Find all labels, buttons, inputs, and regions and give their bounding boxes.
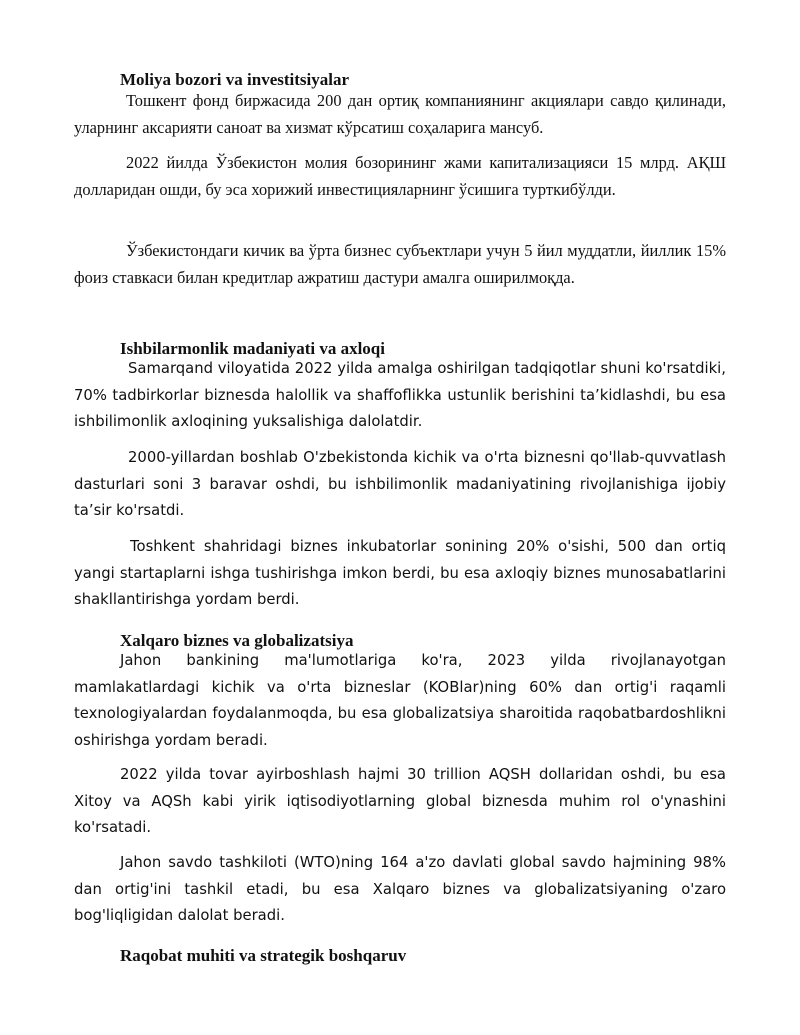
section-heading-international-business: Xalqaro biznes va globalizatsiya [120, 631, 354, 650]
paragraph: Ўзбекистондаги кичик ва ўрта бизнес субъектлари учун 5 йил муддатли, йиллик 15% фоиз ставкаси билан кредитлар ажратиш дастури амалга оширилмоқда. [74, 241, 726, 287]
paragraph: 2022 йилда Ўзбекистон молия бозорининг жами капитализацияси 15 млрд. АҚШ долларидан ошди, бу эса хорижий инвестицияларнинг ўсишига турткибўлди. [74, 153, 726, 199]
section-heading-finance: Moliya bozori va investitsiyalar [120, 70, 350, 89]
paragraph: Jahon savdo tashkiloti (WTO)ning 164 a'zo davlati global savdo hajmining 98% dan ortig'ini tashkil etadi, bu esa Xalqaro biznes va globalizatsiyaning o'zaro bog'liqligidan dalolat beradi. [74, 854, 726, 924]
section-heading-business-culture: Ishbilarmonlik madaniyati va axloqi [120, 339, 385, 358]
paragraph: Jahon bankining ma'lumotlariga ko'ra, 2023 yilda rivojlanayotgan mamlakatlardagi kichik va o'rta bizneslar (KOBlar)ning 60% dan ortig'i raqamli texnologiyalardan foydalanmoqda, bu esa globalizatsiya sharoitida raqobatbardoshlikni oshirishga yordam beradi. [74, 652, 726, 749]
section-heading-competition: Raqobat muhiti va strategik boshqaruv [120, 946, 407, 965]
paragraph: Samarqand viloyatida 2022 yilda amalga oshirilgan tadqiqotlar shuni ko'rsatdiki, 70% tadbirkorlar biznesda halollik va shaffoflikka ustunlik berishini ta’kidlashdi, bu esa ishbilimonlik axloqining yuksalishiga dalolatdir. [74, 360, 726, 430]
paragraph: Тошкент фонд биржасида 200 дан ортиқ компаниянинг акциялари савдо қилинади, уларнинг аксарияти саноат ва хизмат кўрсатиш соҳаларига мансуб. [74, 91, 726, 137]
paragraph: 2022 yilda tovar ayirboshlash hajmi 30 trillion AQSH dollaridan oshdi, bu esa Xitoy va AQSh kabi yirik iqtisodiyotlarning global biznesda muhim rol o'ynashini ko'rsatadi. [74, 766, 726, 836]
paragraph: 2000-yillardan boshlab O'zbekistonda kichik va o'rta biznesni qo'llab-quvvatlash dasturlari soni 3 baravar oshdi, bu ishbilimonlik madaniyatining rivojlanishiga ijobiy ta’sir ko'rsatdi. [74, 449, 726, 519]
paragraph: Toshkent shahridagi biznes inkubatorlar sonining 20% o'sishi, 500 dan ortiq yangi startaplarni ishga tushirishga imkon berdi, bu esa axloqiy biznes munosabatlarini shakllantirishga yordam berdi. [74, 538, 726, 608]
